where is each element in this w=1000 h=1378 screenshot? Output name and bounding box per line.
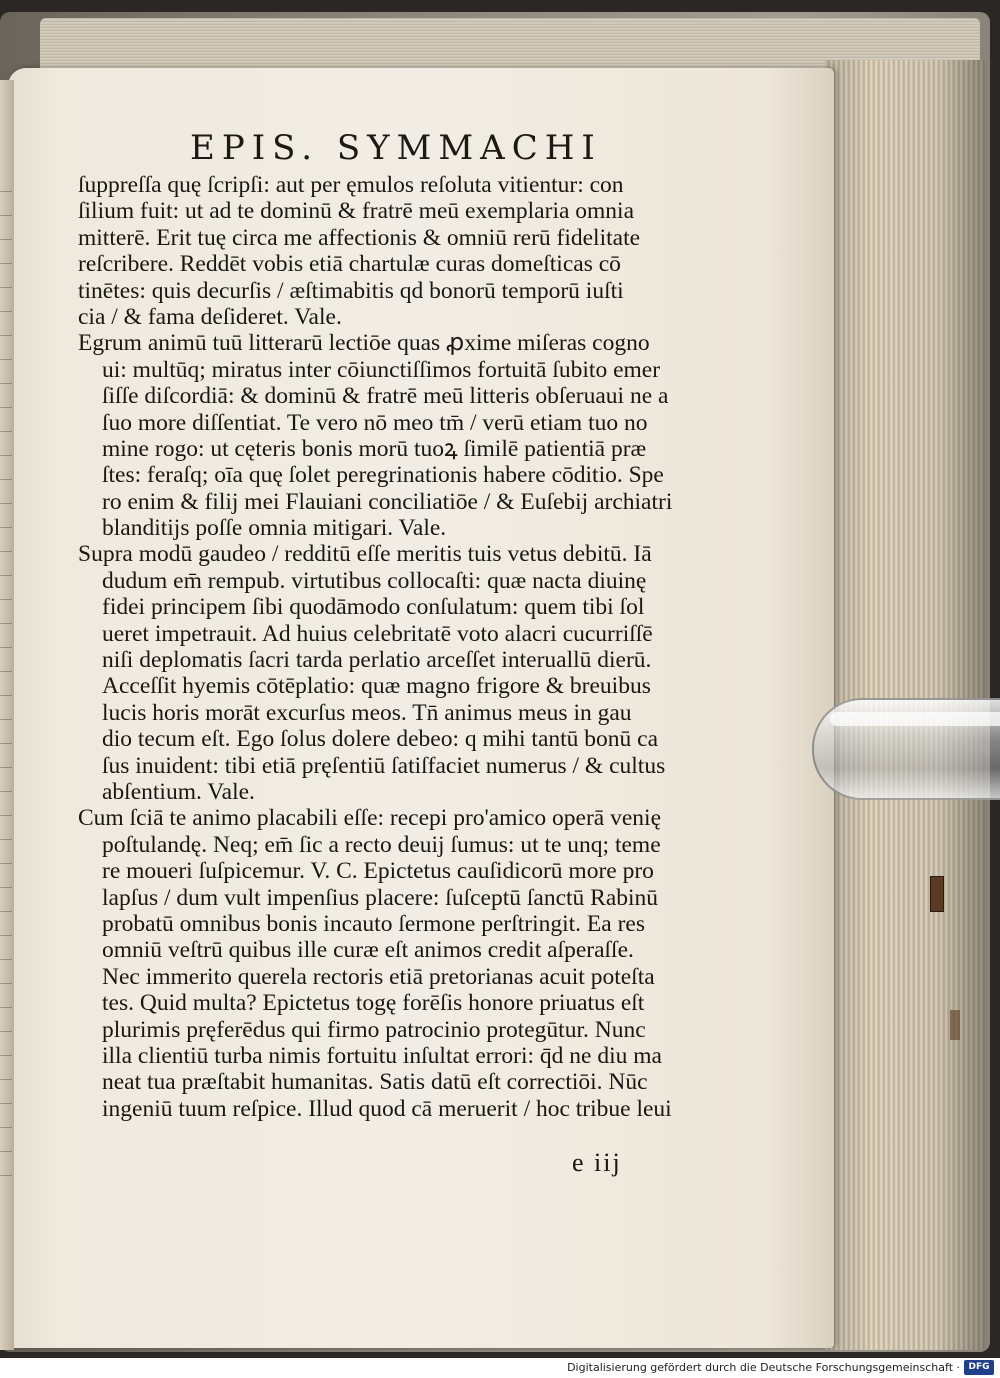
clamp-highlight bbox=[830, 712, 1000, 726]
fore-edge-tab bbox=[950, 1010, 960, 1040]
text-line: ſtes: feraſq; oīa quę ſolet peregrinationis habere cōditio. Spe bbox=[102, 462, 664, 489]
text-line: probatū omnibus bonis incauto ſermone perſtringit. Ea res bbox=[102, 910, 645, 937]
text-line: abſentium. Vale. bbox=[102, 778, 255, 805]
text-line: illa clientiū turba nimis fortuitu inſultat errori: q̄d ne diu ma bbox=[102, 1042, 662, 1069]
text-line: omniū veſtrū quibus ille curæ eſt animos credit aſperaſſe. bbox=[102, 937, 634, 964]
text-line: dio tecum eſt. Ego ſolus dolere debeo: q mihi tantū bonū ca bbox=[102, 726, 659, 753]
dfg-logo: DFG bbox=[964, 1360, 994, 1375]
facing-page-text-fragment bbox=[0, 190, 12, 1190]
text-line: ro enim & filij mei Flauiani conciliatiōe / & Euſebij archiatri bbox=[102, 488, 673, 515]
text-line: plurimis pręferēdus qui firmo patrocinio protegūtur. Nunc bbox=[102, 1016, 646, 1043]
text-line: ingeniū tuum reſpice. Illud quod cā meruerit / hoc tribue leui bbox=[102, 1095, 672, 1122]
text-line: mitterē. Erit tuę circa me affectionis & omniū rerū fidelitate bbox=[78, 224, 641, 251]
text-line: poſtulandę. Neq; em̄ ſic a recto deuij ſumus: ut te unq; teme bbox=[102, 831, 661, 858]
text-line: lapſus / dum vult impenſius placere: ſuſceptū ſanctū Rabinū bbox=[102, 884, 659, 911]
text-line: ſilium fuit: ut ad te dominū & fratrē meū exemplaria omnia bbox=[78, 198, 635, 225]
text-line: neat tua præſtabit humanitas. Satis datū eſt correctiōi. Nūc bbox=[102, 1069, 648, 1096]
fore-edge-tab bbox=[930, 876, 944, 912]
text-line: mine rogo: ut cęteris bonis morū tuoꝝ ſimilē patientiā præ bbox=[102, 435, 647, 462]
text-line: ui: multūq; miratus inter cōiunctiſſimos fortuitā ſubito emer bbox=[102, 356, 661, 383]
text-line: tes. Quid multa? Epictetus togę forēſis honore priuatus eſt bbox=[102, 990, 645, 1017]
text-line: Nec immerito querela rectoris etiā pretorianas acuit poteſta bbox=[102, 963, 655, 990]
text-line: ſiſſe diſcordiā: & dominū & fratrē meū litteris obſeruaui ne a bbox=[102, 383, 669, 410]
signature-mark: e iij bbox=[572, 1148, 622, 1177]
text-line: re moueri ſuſpicemur. V. C. Epictetus cauſidicorū more pro bbox=[102, 858, 654, 885]
text-line: ſuppreſſa quę ſcripſi: aut per ęmulos reſoluta vitientur: con bbox=[78, 172, 624, 198]
text-line: dudum em̄ rempub. virtutibus collocaſti: quæ nacta diuinę bbox=[102, 567, 647, 594]
running-head: EPIS. SYMMACHI bbox=[190, 128, 602, 168]
text-line: ueret impetrauit. Ad huius celebritatē voto alacri cucurriſſē bbox=[102, 620, 653, 647]
text-line: ſus inuident: tibi etiā pręſentiū ſatiſfaciet numerus / & cultus bbox=[102, 752, 666, 779]
text-line: cia / & fama deſideret. Vale. bbox=[78, 303, 342, 330]
text-line: fidei principem ſibi quodāmodo conſulatum: quem tibi ſol bbox=[102, 594, 645, 621]
text-line: Egrum animū tuū litterarū lectiōe quas ꝓxime miſeras cogno bbox=[78, 330, 650, 357]
text-line: reſcribere. Reddēt vobis etiā chartulæ curas domeſticas cō bbox=[78, 251, 621, 278]
text-line: niſi deplomatis ſacri tarda perlatio arceſſet interuallū dierū. bbox=[102, 647, 652, 674]
body-text bbox=[78, 172, 742, 1122]
text-line: ſuo more diſſentiat. Te vero nō meo tm̄ / verū etiam tuo no bbox=[102, 409, 648, 436]
text-line: Acceſſit hyemis cōtēplatio: quæ magno frigore & breuibus bbox=[102, 673, 651, 700]
text-line: lucis horis morāt excurſus meos. Tn̄ animus meus in gau bbox=[102, 699, 632, 726]
text-line: Cum ſciā te animo placabili eſſe: recepi pro'amico operā venię bbox=[78, 805, 662, 832]
text-line: Supra modū gaudeo / redditū eſſe meritis tuis vetus debitū. Iā bbox=[78, 541, 652, 568]
funding-credit: Digitalisierung gefördert durch die Deutsche Forschungsgemeinschaft · bbox=[567, 1361, 960, 1374]
text-line: tinētes: quis decurſis / æſtimabitis qd bonorū temporū iuſti bbox=[78, 277, 624, 304]
text-line: blanditijs poſſe omnia mitigari. Vale. bbox=[102, 515, 447, 542]
